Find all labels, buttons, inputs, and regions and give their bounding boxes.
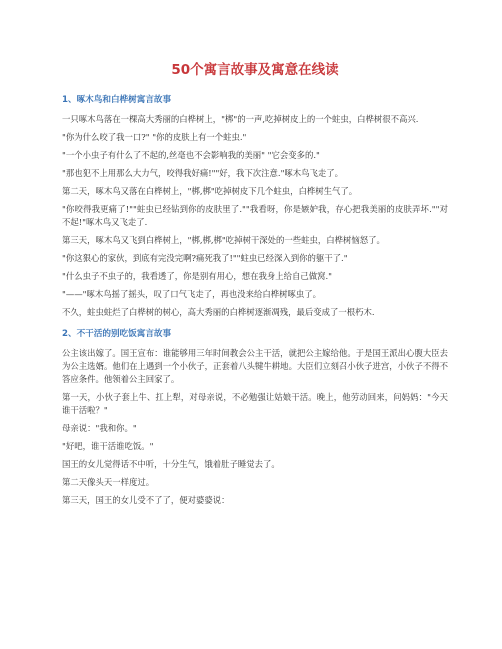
paragraph: 不久，蛀虫蛀烂了白桦树的树心，高大秀丽的白桦树逐渐凋残，最后变成了一根朽木. bbox=[62, 307, 375, 317]
paragraph: "那也犯不上用那么大力气，咬得我好痛!""好，我下次注意."啄木鸟飞走了。 bbox=[62, 168, 344, 178]
paragraph: "你为什么咬了我一口?" "你的皮肤上有一个蛀虫." bbox=[62, 132, 247, 142]
paragraph: 第三天，国王的女儿受不了了，便对婆婆说： bbox=[62, 495, 230, 505]
paragraph: 国王的女儿觉得话不中听，十分生气，饿着肚子睡觉去了。 bbox=[62, 459, 280, 469]
paragraph: "一个小虫子有什么了不起的,丝毫也不会影响我的美丽" "它会变多的." bbox=[62, 150, 320, 160]
paragraph: 一只啄木鸟落在一棵高大秀丽的白桦树上，"梆"的一声,吃掉树皮上的一个蛀虫，白桦树很不高兴. bbox=[62, 114, 419, 124]
paragraph: "你这狠心的家伙，到底有完没完啊?痛死我了!""蛀虫已经深入到你的躯干了." bbox=[62, 253, 348, 263]
paragraph: 第二天，啄木鸟又落在白桦树上，"梆,梆"吃掉树皮下几个蛀虫，白桦树生气了。 bbox=[62, 186, 358, 196]
section-heading: 1、啄木鸟和白桦树寓言故事 bbox=[62, 95, 172, 105]
paragraph: "什么虫子不虫子的，我看透了，你是别有用心，想在我身上给自己做窝." bbox=[62, 271, 332, 281]
paragraph: 公主该出嫁了。国王宣布：谁能够用三年时间教会公主干活，就把公主嫁给他。于是国王派出心腹大臣去为公主选婿。他们在上遇到一个小伙子，正套着八头犍牛耕地。大臣们立刻召小伙子进宫，小伙子不得不答应条件。他领着公主回家了。 bbox=[62, 348, 448, 384]
document-body bbox=[62, 94, 448, 512]
paragraph: "好吧，谁干活谁吃饭。" bbox=[62, 441, 154, 451]
section-heading: 2、不干活的别吃饭寓言故事 bbox=[62, 329, 172, 339]
paragraph: "你咬得我更痛了!""蛀虫已经钻到你的皮肤里了.""我看呀，你是嫉妒我，存心把我美丽的皮肤弄坏.""对不起!"啄木鸟又飞走了. bbox=[62, 204, 448, 227]
paragraph: "——"啄木鸟摇了摇头，叹了口气飞走了，再也没来给白桦树啄虫了。 bbox=[62, 289, 321, 299]
paragraph: 第一天，小伙子套上牛、扛上犁，对母亲说，不必勉强让姑娘干活。晚上，他劳动回来，问妈妈："今天谁干活啦？" bbox=[62, 392, 448, 415]
paragraph: 母亲说："我和你。" bbox=[62, 423, 137, 433]
document-title: 50个寓言故事及寓意在线读 bbox=[171, 62, 339, 78]
paragraph: 第三天，啄木鸟又飞到白桦树上，"梆,梆,梆"吃掉树干深处的一些蛀虫，白桦树恼怒了。 bbox=[62, 235, 385, 245]
paragraph: 第二天像头天一样度过。 bbox=[62, 477, 155, 487]
